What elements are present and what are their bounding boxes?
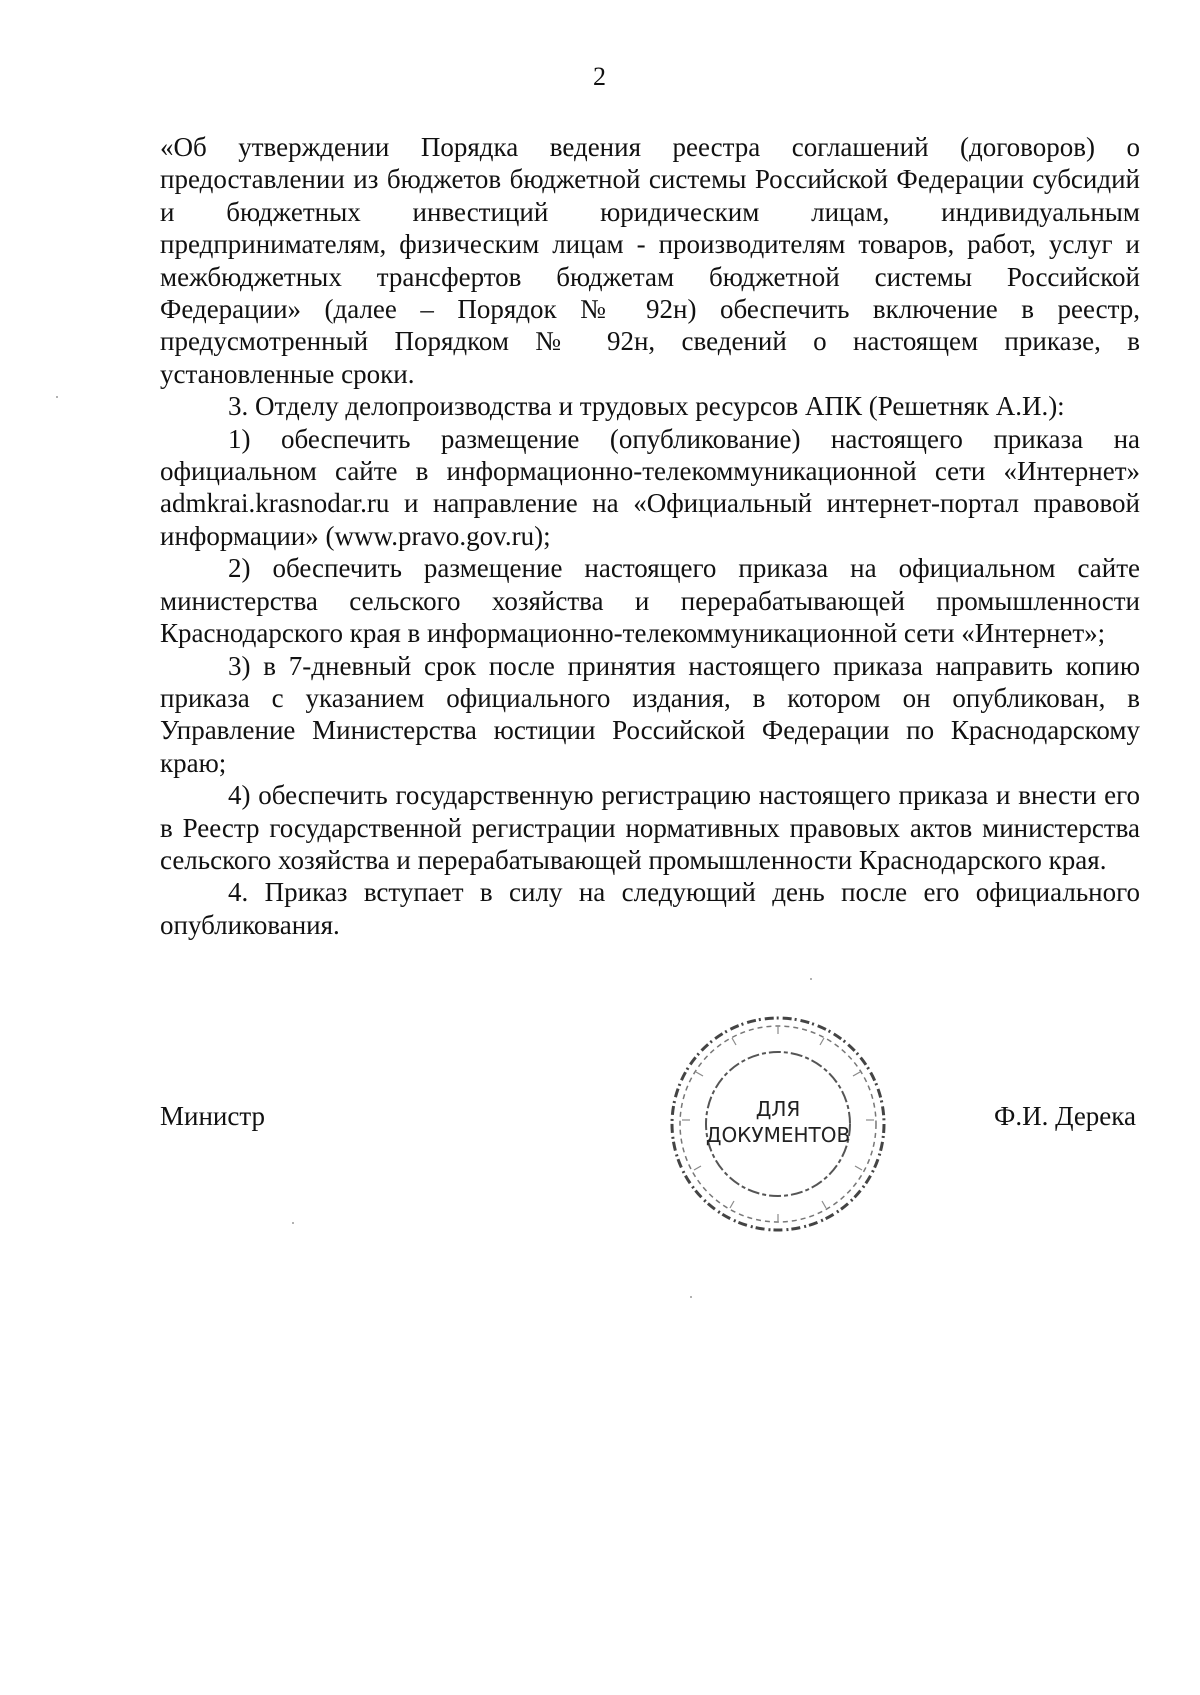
stamp-seal-icon bbox=[664, 1010, 892, 1238]
paragraph-item-3: 3. Отделу делопроизводства и трудовых ресурсов АПК (Решетняк А.И.): bbox=[228, 391, 1065, 422]
document-body bbox=[160, 131, 1140, 941]
official-stamp bbox=[664, 1010, 892, 1238]
paragraph-porядок-reference: «Об утверждении Порядка ведения реестра соглашений (договоров) о предоставлении из бюджетов бюджетной системы Российской Федерации субсидий и бюджетных инвестиций юридическим лицам, индивидуальным предпринимателям, физическим лицам - производителям товаров, работ, услуг и межбюджетных трансфертов бюджетам бюджетной системы Российской Федерации» (далее – Порядок № 92н) обеспечить включение в реестр, предусмотренный Порядком № 92н, сведений о настоящем приказе, в установленные сроки. bbox=[160, 132, 1140, 389]
signatory-title: Министр bbox=[160, 1101, 265, 1131]
scan-speck bbox=[690, 1296, 692, 1298]
paragraph-subitem-1: 1) обеспечить размещение (опубликование) настоящего приказа на официальном сайте в информационно-телекоммуникационной сети «Интернет» admkrai.krasnodar.ru и направление на «Официальный интернет-портал правовой информации» (www.pravo.gov.ru); bbox=[160, 423, 1140, 551]
paragraph-subitem-2: 2) обеспечить размещение настоящего приказа на официальном сайте министерства сельского хозяйства и перерабатывающей промышленности Краснодарского края в информационно-телекоммуникационной сети «Интернет»; bbox=[160, 553, 1140, 649]
signatory-name: Ф.И. Дерека bbox=[994, 1101, 1136, 1131]
stamp-line-2: ДОКУМЕНТОВ bbox=[705, 1123, 851, 1147]
paragraph-subitem-3: 3) в 7-дневный срок после принятия настоящего приказа направить копию приказа с указанием официального издания, в котором он опубликован, в Управление Министерства юстиции Российской Федерации по Краснодарскому краю; bbox=[160, 650, 1140, 778]
page-number: 2 bbox=[593, 62, 607, 91]
scan-speck bbox=[292, 1222, 294, 1224]
paragraph-item-4: 4. Приказ вступает в силу на следующий день после его официального опубликования. bbox=[160, 877, 1140, 940]
paragraph-subitem-4: 4) обеспечить государственную регистрацию настоящего приказа и внести его в Реестр государственной регистрации нормативных правовых актов министерства сельского хозяйства и перерабатывающей промышленности Краснодарского края. bbox=[160, 780, 1140, 875]
stamp-line-1: ДЛЯ bbox=[755, 1097, 801, 1121]
scan-speck bbox=[810, 978, 812, 980]
scan-speck bbox=[56, 396, 58, 398]
